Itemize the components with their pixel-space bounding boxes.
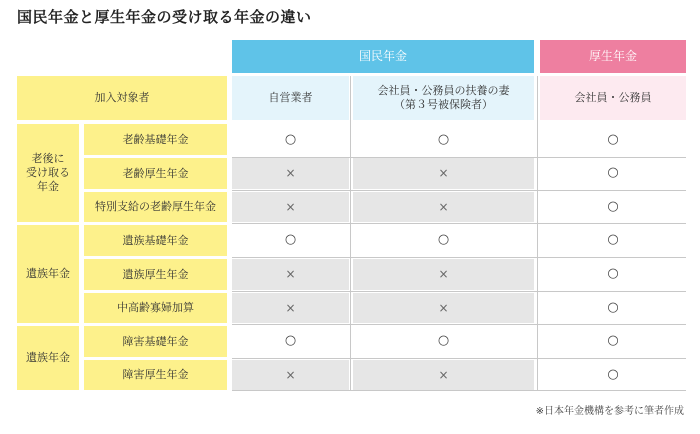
divider	[232, 291, 686, 292]
header-kousei-label: 厚生年金	[588, 49, 637, 63]
divider	[232, 257, 686, 258]
row-name-label: 障害基礎年金	[122, 334, 189, 348]
cell-spouse	[353, 158, 534, 189]
target-label: 加入対象者	[94, 91, 150, 105]
divider	[232, 190, 686, 191]
cell-spouse	[353, 225, 534, 256]
cell-self-employed	[232, 326, 349, 357]
divider	[232, 390, 686, 391]
cell-employee	[540, 326, 686, 357]
subheader-spouse	[353, 76, 534, 120]
circle-mark: ○	[607, 366, 619, 382]
divider	[537, 76, 538, 390]
cell-self-employed	[232, 124, 349, 157]
header-kokumin-nenkin	[232, 40, 534, 73]
divider	[350, 76, 351, 390]
cell-employee	[540, 360, 686, 390]
cross-mark: ×	[285, 199, 296, 214]
circle-mark: ○	[437, 132, 450, 148]
cross-mark: ×	[285, 300, 296, 315]
header-kokumin-label: 国民年金	[358, 49, 407, 63]
row-name-label: 老齢基礎年金	[122, 132, 189, 146]
row-name-label: 遺族基礎年金	[122, 233, 189, 247]
group-label-izoku	[17, 225, 79, 323]
group-label-line: 老後に	[31, 152, 65, 166]
row-name	[84, 225, 227, 256]
row-name	[84, 158, 227, 189]
row-name	[84, 293, 227, 323]
cell-employee	[540, 293, 686, 323]
cell-spouse	[353, 360, 534, 390]
cross-mark: ×	[438, 267, 449, 281]
group-label-shougai	[17, 326, 79, 390]
subheader-self-employed	[232, 76, 349, 120]
row-name	[84, 192, 227, 222]
circle-mark: ○	[437, 333, 450, 349]
circle-mark: ○	[607, 266, 619, 282]
divider	[232, 223, 686, 224]
row-name	[84, 326, 227, 357]
cell-employee	[540, 225, 686, 256]
divider	[232, 157, 686, 158]
cell-employee	[540, 192, 686, 222]
row-name-label: 老齢厚生年金	[122, 166, 189, 180]
cell-spouse	[353, 192, 534, 222]
spouse-label-line2: （第３号被保険者）	[394, 98, 493, 111]
row-name	[84, 124, 227, 155]
row-name-label: 特別支給の老齢厚生年金	[95, 200, 216, 214]
group-label-line: 受け取る	[26, 166, 70, 180]
cross-mark: ×	[285, 367, 296, 382]
divider	[232, 358, 686, 359]
target-label-cell	[17, 76, 227, 120]
subheader-employee	[540, 76, 686, 120]
row-name-label: 遺族厚生年金	[122, 267, 189, 281]
cell-self-employed	[232, 225, 349, 256]
row-name	[84, 360, 227, 390]
circle-mark: ○	[607, 132, 619, 148]
cell-employee	[540, 259, 686, 290]
cell-self-employed	[232, 360, 349, 390]
cross-mark: ×	[438, 199, 449, 214]
group-label-line: 年金	[37, 179, 59, 193]
cell-self-employed	[232, 158, 349, 189]
row-name-label: 障害厚生年金	[122, 368, 189, 382]
circle-mark: ○	[607, 165, 619, 181]
cell-spouse	[353, 326, 534, 357]
cell-self-employed	[232, 192, 349, 222]
group-label-line: 遺族年金	[26, 267, 70, 281]
cross-mark: ×	[438, 300, 449, 315]
cell-employee	[540, 124, 686, 157]
circle-mark: ○	[284, 333, 297, 349]
self-employed-label: 自営業者	[268, 91, 313, 105]
cross-mark: ×	[285, 267, 296, 281]
cross-mark: ×	[438, 367, 449, 382]
page-title: 国民年金と厚生年金の受け取る年金の違い	[17, 8, 312, 26]
row-name-label: 中高齢寡婦加算	[117, 301, 194, 315]
cell-self-employed	[232, 293, 349, 323]
group-label-line: 遺族年金	[26, 351, 70, 365]
cross-mark: ×	[285, 166, 296, 180]
circle-mark: ○	[284, 132, 297, 148]
divider	[232, 324, 686, 325]
cell-spouse	[353, 124, 534, 157]
cross-mark: ×	[438, 166, 449, 180]
circle-mark: ○	[607, 198, 619, 214]
circle-mark: ○	[607, 333, 619, 349]
group-label-rourei	[17, 124, 79, 222]
spouse-label-line1: 会社員・公務員の扶養の妻	[377, 84, 510, 98]
circle-mark: ○	[284, 232, 297, 248]
source-note: ※日本年金機構を参考に筆者作成	[535, 406, 684, 417]
cell-spouse	[353, 293, 534, 323]
circle-mark: ○	[607, 299, 619, 315]
circle-mark: ○	[607, 232, 619, 248]
cell-self-employed	[232, 259, 349, 290]
circle-mark: ○	[437, 232, 450, 248]
cell-employee	[540, 158, 686, 189]
row-name	[84, 259, 227, 290]
employee-label: 会社員・公務員	[574, 91, 652, 105]
cell-spouse	[353, 259, 534, 290]
header-kousei-nenkin	[540, 40, 686, 73]
